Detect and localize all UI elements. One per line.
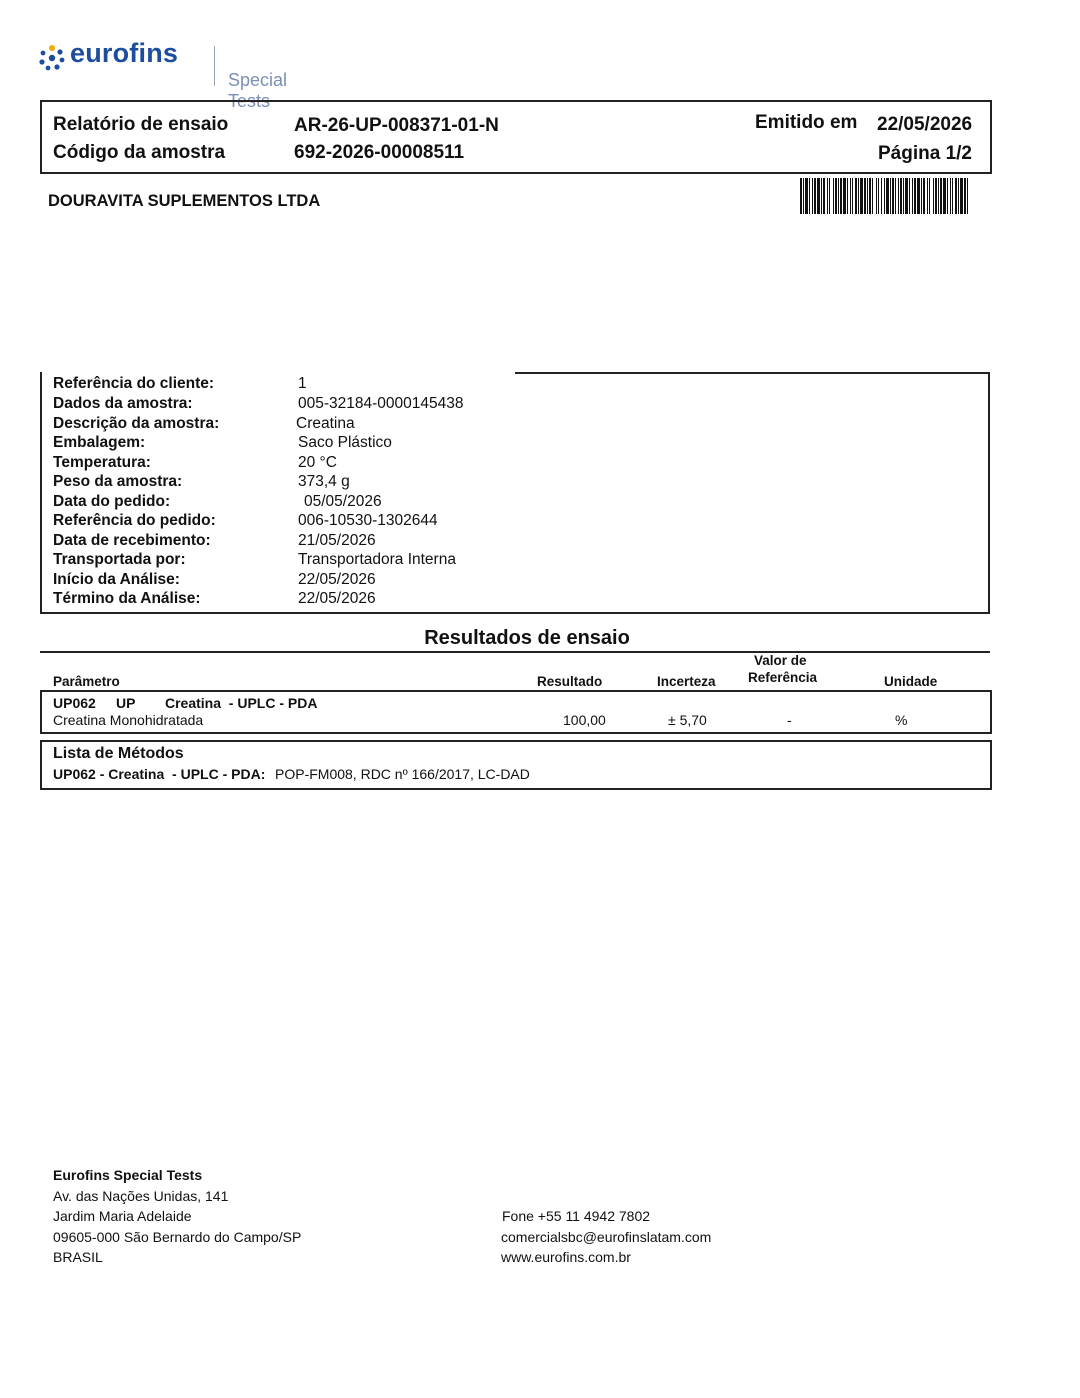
logo-separator: [214, 46, 215, 86]
barcode-bar: [943, 178, 946, 214]
barcode-bar: [803, 178, 804, 214]
barcode-bar: [843, 178, 846, 214]
barcode-bar: [964, 178, 966, 214]
info-label: Peso da amostra:: [53, 473, 183, 490]
barcode-bar: [881, 178, 882, 214]
col-header-parameter: Parâmetro: [53, 674, 120, 689]
sample-code-value: 692-2026-00008511: [294, 142, 465, 163]
barcode-bar: [823, 178, 825, 214]
barcode-bar: [933, 178, 934, 214]
barcode-bar: [912, 178, 913, 214]
barcode-bar: [938, 178, 939, 214]
report-number: AR-26-UP-008371-01-N: [294, 115, 499, 136]
info-value: 1: [298, 376, 307, 392]
sample-code-label: Código da amostra: [53, 142, 226, 163]
barcode-bar: [858, 178, 859, 214]
barcode-bar: [821, 178, 822, 214]
info-value: 05/05/2026: [304, 492, 382, 510]
sample-info-list: [42, 376, 512, 612]
info-label: Data de recebimento:: [53, 531, 211, 549]
info-value: 20 °C: [298, 453, 337, 471]
client-name: DOURAVITA SUPLEMENTOS LTDA: [48, 192, 321, 210]
footer-website[interactable]: www.eurofins.com.br: [501, 1249, 631, 1265]
barcode-bar: [860, 178, 863, 214]
barcode-bar: [955, 178, 957, 214]
barcode-bar: [900, 178, 902, 214]
barcode-bar: [898, 178, 899, 214]
info-label: Temperatura:: [53, 453, 151, 471]
barcode-bar: [835, 178, 837, 214]
info-right-border: [988, 372, 990, 613]
barcode-bar: [903, 178, 904, 214]
page-indicator: Página 1/2: [878, 143, 972, 164]
barcode-bar: [812, 178, 813, 214]
footer-address-line: BRASIL: [53, 1249, 103, 1265]
barcode-bar: [847, 178, 848, 214]
barcode-bar: [950, 178, 951, 214]
info-value: Transportadora Interna: [298, 551, 456, 568]
barcode-bar: [967, 178, 968, 214]
barcode-bar: [914, 178, 916, 214]
barcode-bar: [927, 178, 928, 214]
footer-contact-block: [501, 1206, 711, 1268]
info-label: Descrição da amostra:: [53, 414, 220, 432]
barcode-bar: [878, 178, 879, 214]
barcode-bar: [829, 178, 830, 214]
row-parameter: Creatina Monohidratada: [53, 712, 204, 728]
barcode-bar: [809, 178, 810, 214]
barcode-bar: [827, 178, 828, 214]
footer-address-block: [53, 1165, 301, 1268]
table-row: [42, 712, 990, 730]
footer-email[interactable]: comercialsbc@eurofinslatam.com: [501, 1228, 712, 1245]
barcode-bar: [872, 178, 873, 214]
methods-box: [40, 740, 992, 790]
info-label: Data do pedido:: [53, 492, 171, 510]
row-uncertainty: ± 5,70: [668, 712, 707, 728]
info-value: 22/05/2026: [298, 590, 376, 607]
barcode-bar: [958, 178, 959, 214]
method-detail: POP-FM008, RDC nº 166/2017, LC-DAD: [275, 766, 530, 782]
barcode-bar: [840, 178, 842, 214]
eurofins-dots-icon: [38, 44, 66, 72]
row-result: 100,00: [563, 712, 606, 728]
barcode-bar: [850, 178, 851, 214]
barcode-bar: [892, 178, 894, 214]
footer-address-line: 09605-000 São Bernardo do Campo/SP: [53, 1228, 302, 1245]
info-value: 21/05/2026: [298, 531, 376, 549]
barcode-bar: [947, 178, 948, 214]
barcode-bar: [876, 178, 877, 214]
barcode-bar: [805, 178, 808, 214]
barcode-bar: [929, 178, 930, 214]
group-method: Creatina - UPLC - PDA: [165, 695, 318, 711]
barcode-bar: [855, 178, 857, 214]
info-label: Dados da amostra:: [53, 395, 193, 412]
results-title: Resultados de ensaio: [424, 627, 630, 649]
barcode-bar: [921, 178, 922, 214]
row-reference: -: [787, 712, 792, 728]
footer-address-line: Av. das Nações Unidas, 141: [53, 1187, 229, 1204]
info-value: 373,4 g: [298, 473, 350, 490]
info-value: 22/05/2026: [298, 570, 376, 588]
group-lab: UP: [116, 695, 136, 711]
col-header-uncertainty: Incerteza: [657, 674, 716, 689]
info-value: Creatina: [296, 414, 355, 432]
issued-label: Emitido em: [755, 112, 858, 133]
report-header-box: [40, 100, 992, 174]
barcode-bar: [884, 178, 885, 214]
barcode-bar: [940, 178, 942, 214]
barcode-bar: [895, 178, 896, 214]
group-code: UP062: [53, 695, 96, 711]
barcode-bar: [817, 178, 820, 214]
row-unit: %: [895, 712, 908, 728]
barcode-bar: [800, 178, 802, 214]
footer-phone: Fone +55 11 4942 7802: [502, 1208, 651, 1224]
barcode-bar: [960, 178, 963, 214]
barcode-bar: [869, 178, 871, 214]
info-label: Transportada por:: [53, 551, 186, 568]
barcode-image: [800, 178, 968, 214]
col-header-reference-line2: Referência: [748, 670, 818, 685]
info-label: Referência do pedido:: [53, 512, 216, 529]
col-header-reference-line1: Valor de: [754, 653, 807, 668]
info-label: Referência do cliente:: [53, 376, 215, 392]
info-value: 005-32184-0000145438: [298, 395, 464, 412]
barcode-bar: [923, 178, 925, 214]
barcode-bar: [833, 178, 834, 214]
info-label: Término da Análise:: [53, 590, 201, 607]
barcode-bar: [814, 178, 816, 214]
footer-company: Eurofins Special Tests: [53, 1167, 203, 1183]
barcode-bar: [952, 178, 953, 214]
results-title-rule: [40, 651, 990, 653]
barcode-bar: [909, 178, 910, 214]
col-header-result: Resultado: [537, 674, 603, 689]
methods-title: Lista de Métodos: [53, 745, 184, 762]
barcode-bar: [838, 178, 839, 214]
barcode-bar: [905, 178, 908, 214]
barcode-bar: [886, 178, 889, 214]
issued-date: 22/05/2026: [877, 114, 973, 135]
logo-subtitle: Special Tests: [228, 70, 288, 111]
barcode-bar: [864, 178, 866, 214]
info-top-border: [515, 372, 990, 374]
barcode-bar: [935, 178, 937, 214]
method-name: UP062 - Creatina - UPLC - PDA:: [53, 766, 266, 782]
barcode-bar: [852, 178, 853, 214]
barcode-bar: [917, 178, 920, 214]
footer-address-line: Jardim Maria Adelaide: [53, 1208, 192, 1224]
report-label: Relatório de ensaio: [53, 114, 229, 135]
barcode-bar: [890, 178, 891, 214]
logo-wordmark: eurofins: [70, 38, 179, 68]
col-header-unit: Unidade: [884, 674, 938, 689]
info-value: 006-10530-1302644: [298, 512, 438, 529]
results-table: [40, 690, 992, 734]
info-label: Embalagem:: [53, 434, 146, 451]
info-label: Início da Análise:: [53, 570, 180, 588]
eurofins-logo: [38, 38, 298, 111]
info-bottom-border: [40, 612, 990, 614]
barcode-bar: [867, 178, 868, 214]
info-value: Saco Plástico: [298, 434, 392, 451]
